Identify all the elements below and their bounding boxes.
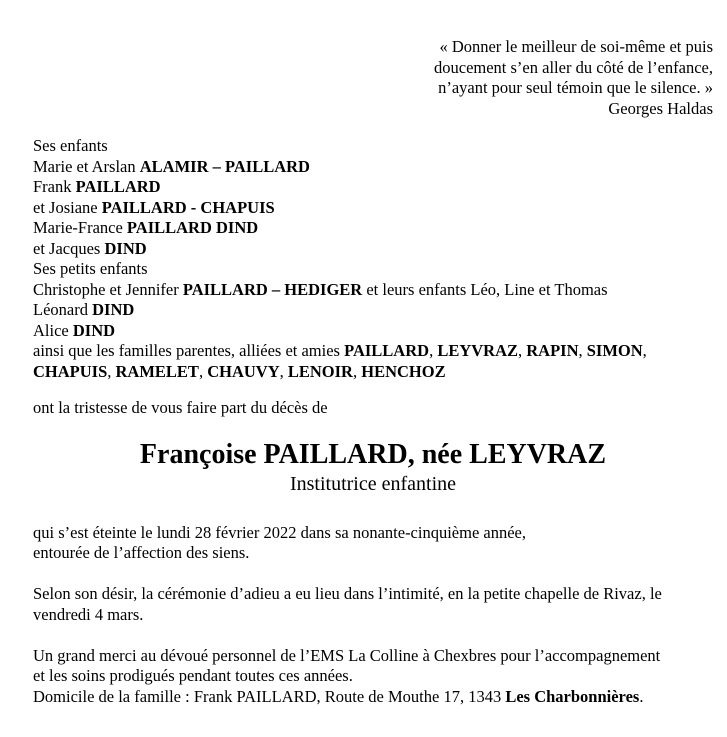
- text-line: ainsi que les familles parentes, alliées et amies PAILLARD, LEYVRAZ, RAPIN, SIMON,: [33, 341, 647, 360]
- bold-name: DIND: [104, 238, 147, 258]
- paragraph: [33, 523, 713, 564]
- bold-name: DIND: [92, 300, 135, 319]
- bold-name: PAILLARD – HEDIGER: [182, 279, 363, 299]
- epigraph-quote: [33, 37, 713, 119]
- bold-name: CHAPUIS: [33, 361, 108, 381]
- text-line: CHAPUIS, RAMELET, CHAUVY, LENOIR, HENCHOZ: [33, 361, 446, 381]
- text-line: Frank PAILLARD: [33, 177, 161, 196]
- bold-name: SIMON: [586, 341, 643, 360]
- text-line: Ses enfants: [33, 136, 108, 155]
- bold-name: RAMELET: [115, 361, 199, 381]
- text-line: et les soins prodigués pendant toutes ces années.: [33, 666, 353, 685]
- text-line: Léonard DIND: [33, 300, 135, 319]
- text-line: Christophe et Jennifer PAILLARD – HEDIGER et leurs enfants Léo, Line et Thomas: [33, 279, 608, 299]
- quote-attribution: Georges Haldas: [608, 98, 713, 118]
- text-line: doucement s’en aller du côté de l’enfance,: [434, 57, 713, 77]
- text-line: et Josiane PAILLARD - CHAPUIS: [33, 197, 275, 217]
- text-line: Alice DIND: [33, 320, 116, 340]
- text-line: Marie et Arslan ALAMIR – PAILLARD: [33, 156, 310, 176]
- text-line: n’ayant pour seul témoin que le silence. »: [438, 78, 713, 97]
- bold-name: LENOIR: [287, 361, 353, 381]
- text-line: Selon son désir, la cérémonie d’adieu a eu lieu dans l’intimité, en la petite chapelle de Rivaz, le: [33, 584, 662, 603]
- paragraph: [33, 646, 713, 708]
- announcement-intro: ont la tristesse de vous faire part du décès de: [33, 398, 328, 417]
- quote-lines: [33, 37, 713, 99]
- text-line: Ses petits enfants: [33, 259, 148, 278]
- bold-name: PAILLARD DIND: [126, 218, 259, 237]
- text-line: Marie-France PAILLARD DIND: [33, 218, 259, 237]
- mourners-list: [33, 136, 713, 382]
- text-line: Un grand merci au dévoué personnel de l’EMS La Colline à Chexbres pour l’accompagnement: [33, 645, 661, 665]
- text-line: vendredi 4 mars.: [33, 604, 144, 624]
- text-line: « Donner le meilleur de soi-même et puis: [439, 37, 713, 56]
- bold-name: PAILLARD - CHAPUIS: [101, 197, 275, 217]
- paragraph: [33, 584, 713, 625]
- deceased-profession: Institutrice enfantine: [289, 472, 457, 495]
- bold-name: DIND: [72, 320, 116, 340]
- bold-name: CHAUVY: [207, 361, 280, 381]
- text-line: qui s’est éteinte le lundi 28 février 2022 dans sa nonante-cinquième année,: [33, 522, 527, 542]
- bold-name: HENCHOZ: [361, 361, 446, 381]
- text-line: Domicile de la famille : Frank PAILLARD, Route de Mouthe 17, 1343 Les Charbonnières.: [33, 686, 644, 706]
- bold-name: ALAMIR – PAILLARD: [139, 156, 310, 176]
- text-line: et Jacques DIND: [33, 238, 147, 258]
- bold-name: LEYVRAZ: [437, 341, 518, 360]
- text-line: entourée de l’affection des siens.: [33, 543, 250, 562]
- bold-name: PAILLARD: [344, 341, 430, 360]
- announcement-body: [33, 523, 713, 708]
- bold-name: PAILLARD: [75, 177, 161, 196]
- bold-name: Les Charbonnières: [505, 686, 640, 706]
- deceased-name: Françoise PAILLARD, née LEYVRAZ: [139, 438, 607, 470]
- bold-name: RAPIN: [526, 341, 579, 360]
